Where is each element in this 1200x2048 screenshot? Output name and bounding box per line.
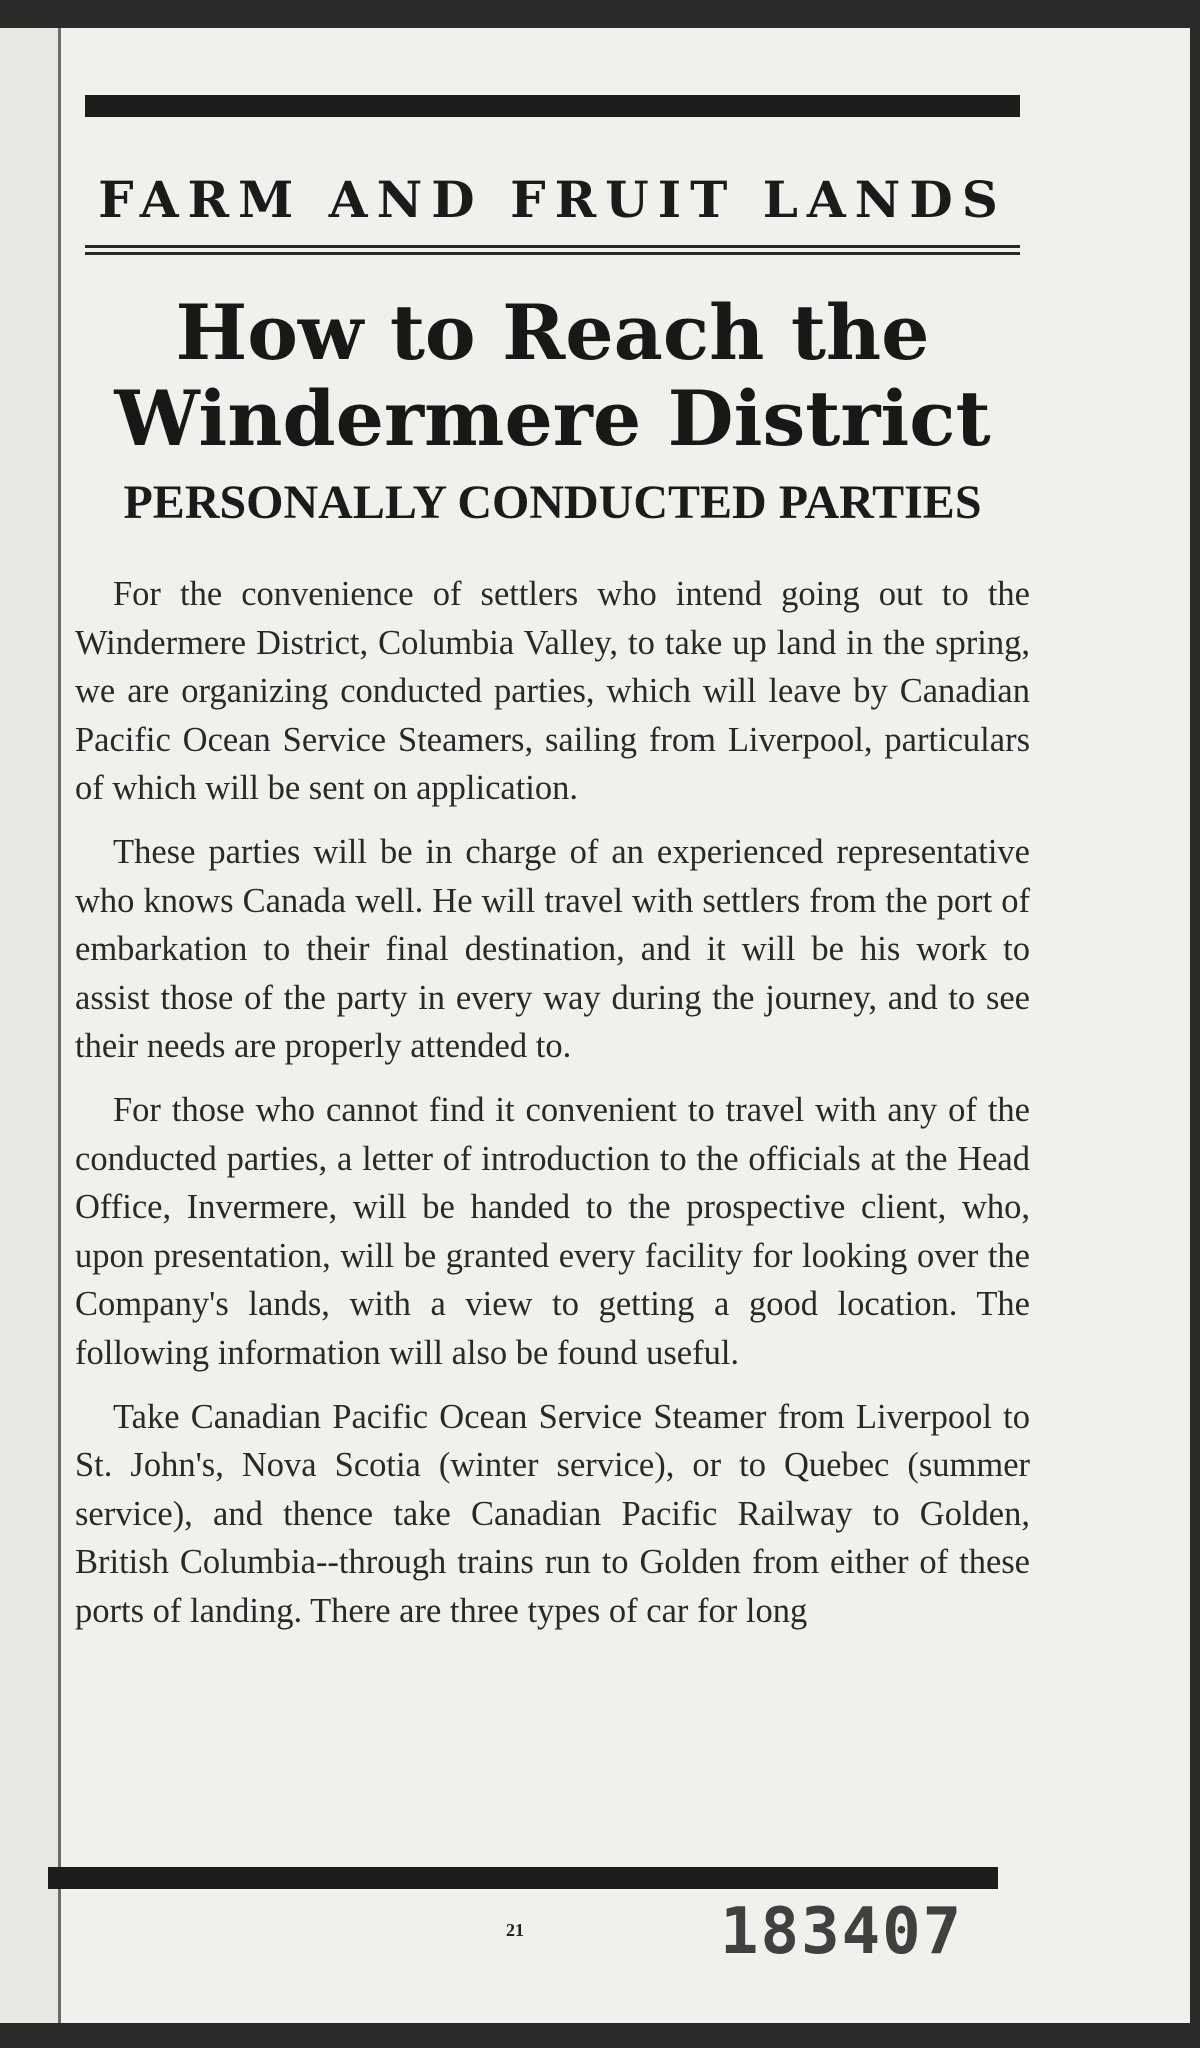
accession-stamp: 183407 [720, 1895, 964, 1969]
paragraph-4: Take Canadian Pacific Ocean Service Steamer from Liverpool to St. John's, Nova Scotia (winter service), or to Quebec (summer service), and thence take Canadian Pacific Railway to Golden, British Columbia--through trains run to Golden from either of these ports of landing. There are three types of car for long [75, 1397, 1030, 1630]
title-line-2: Windermere District [114, 374, 991, 463]
running-head: FARM AND FRUIT LANDS [98, 170, 1007, 229]
top-rule [85, 95, 1020, 117]
double-rule [85, 245, 1020, 255]
page-number: 21 [506, 1920, 524, 1940]
bottom-rule [48, 1867, 998, 1889]
body-text [75, 570, 1030, 1650]
title-line-1: How to Reach the [175, 288, 930, 377]
paragraph-1: For the convenience of settlers who intend going out to the Windermere District, Columbia Valley, to take up land in the spring, we are organizing conducted parties, which will leave by Canadian Pacific Ocean Service Steamers, sailing from Liverpool, particulars of which will be sent on application. [75, 575, 1030, 808]
facing-page-edge [0, 28, 58, 2023]
page-title [85, 290, 1020, 462]
paragraph-2: These parties will be in charge of an experienced representative who knows Canada well. He will travel with settlers from the port of embarkation to their final destination, and it will be his work to assist those of the party in every way during the journey, and to see their needs are properly attended to. [75, 832, 1030, 1066]
paragraph-3: For those who cannot find it convenient to travel with any of the conducted parties, a letter of introduction to the officials at the Head Office, Invermere, will be handed to the prospective client, who, upon presentation, will be granted every facility for looking over the Company's lands, with a view to getting a good location. The following information will also be found useful. [75, 1090, 1030, 1372]
section-subtitle: PERSONALLY CONDUCTED PARTIES [123, 476, 982, 529]
